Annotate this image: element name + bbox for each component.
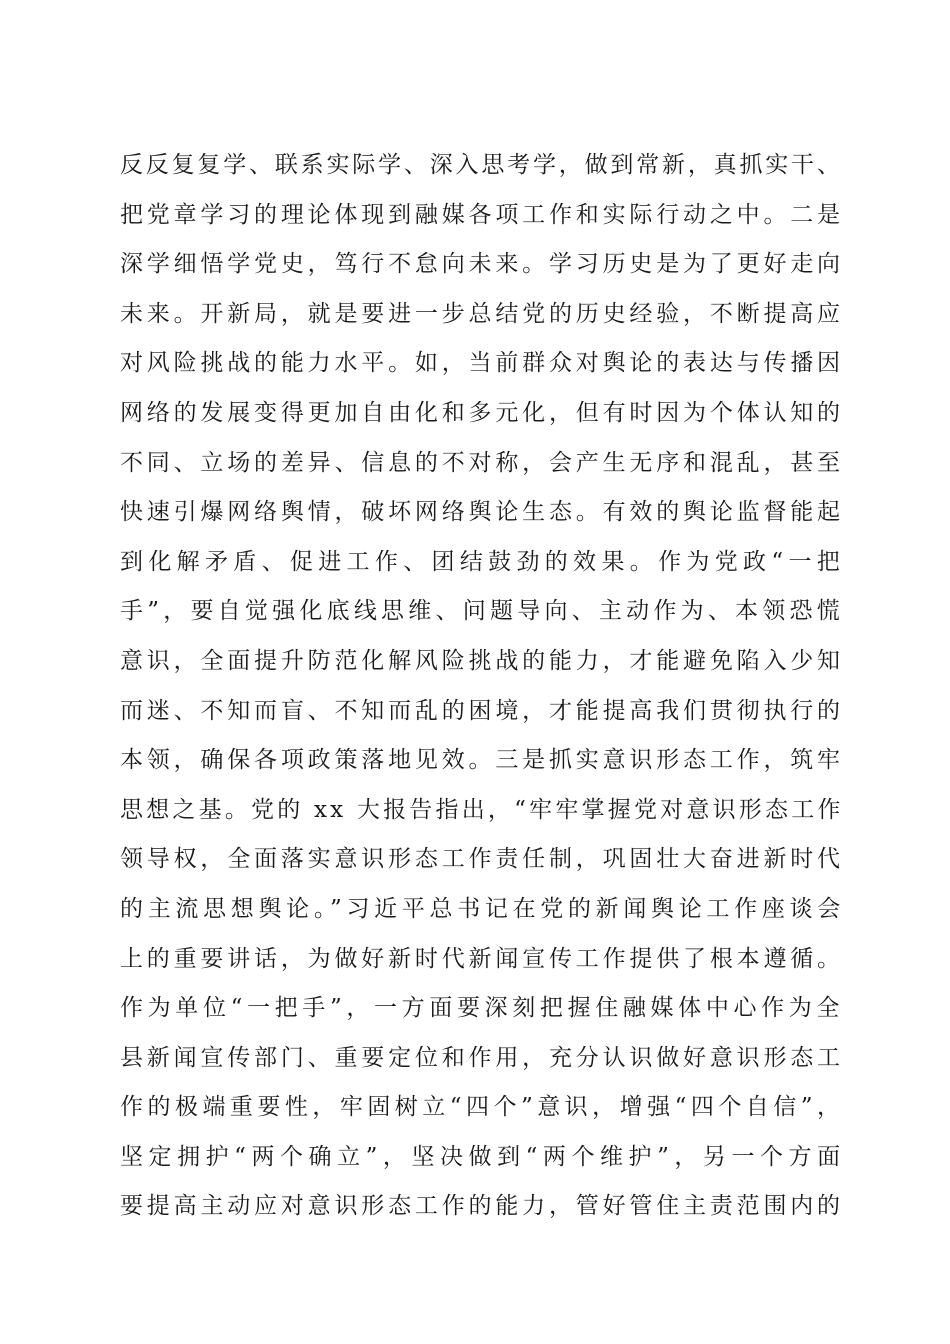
text-line-2: 把党章学习的理论体现到融媒各项工作和实际行动之中。二是 <box>120 201 844 228</box>
text-line-3: 深学细悟学党史，笃行不怠向未来。学习历史是为了更好走向 <box>120 251 844 278</box>
text-line-8: 快速引爆网络舆情，破坏网络舆论生态。有效的舆论监督能起 <box>120 499 844 526</box>
text-line-1: 反反复复学、联系实际学、深入思考学，做到常新，真抓实干、 <box>120 152 843 178</box>
text-line-15: 领导权，全面落实意识形态工作责任制，巩固壮大奋进新时代 <box>120 846 844 873</box>
text-line-21: 坚定拥护“两个确立”，坚决做到“两个维护”，另一个方面 <box>120 1143 846 1170</box>
text-line-5: 对风险挑战的能力水平。如，当前群众对舆论的表达与传播因 <box>120 350 844 377</box>
text-line-10: 手”，要自觉强化底线思维、问题导向、主动作为、本领恐慌 <box>120 598 844 625</box>
body-paragraph <box>120 141 846 1232</box>
text-line-4: 未来。开新局，就是要进一步总结党的历史经验，不断提高应 <box>120 300 844 327</box>
text-line-14: 思想之基。党的 xx 大报告指出，“牢牢掌握党对意识形态工作 <box>120 796 844 823</box>
text-line-18: 作为单位“一把手”，一方面要深刻把握住融媒体中心作为全 <box>120 995 845 1022</box>
text-line-22: 要提高主动应对意识形态工作的能力，管好管住主责范围内的 <box>120 1193 844 1220</box>
text-line-16: 的主流思想舆论。”习近平总书记在党的新闻舆论工作座谈会 <box>120 895 845 922</box>
text-line-7: 不同、立场的差异、信息的不对称，会产生无序和混乱，甚至 <box>120 449 844 476</box>
text-line-11: 意识，全面提升防范化解风险挑战的能力，才能避免陷入少知 <box>120 647 844 674</box>
text-line-6: 网络的发展变得更加自由化和多元化，但有时因为个体认知的 <box>120 399 844 426</box>
text-line-19: 县新闻宣传部门、重要定位和作用，充分认识做好意识形态工 <box>120 1044 844 1071</box>
text-line-13: 本领，确保各项政策落地见效。三是抓实意识形态工作，筑牢 <box>120 747 844 774</box>
text-line-9: 到化解矛盾、促进工作、团结鼓劲的效果。作为党政“一把 <box>120 548 846 575</box>
text-line-17: 上的重要讲话，为做好新时代新闻宣传工作提供了根本遵循。 <box>120 945 844 972</box>
text-line-20: 作的极端重要性，牢固树立“四个”意识，增强“四个自信”， <box>120 1094 845 1121</box>
text-line-12: 而迷、不知而盲、不知而乱的困境，才能提高我们贯彻执行的 <box>120 697 844 724</box>
